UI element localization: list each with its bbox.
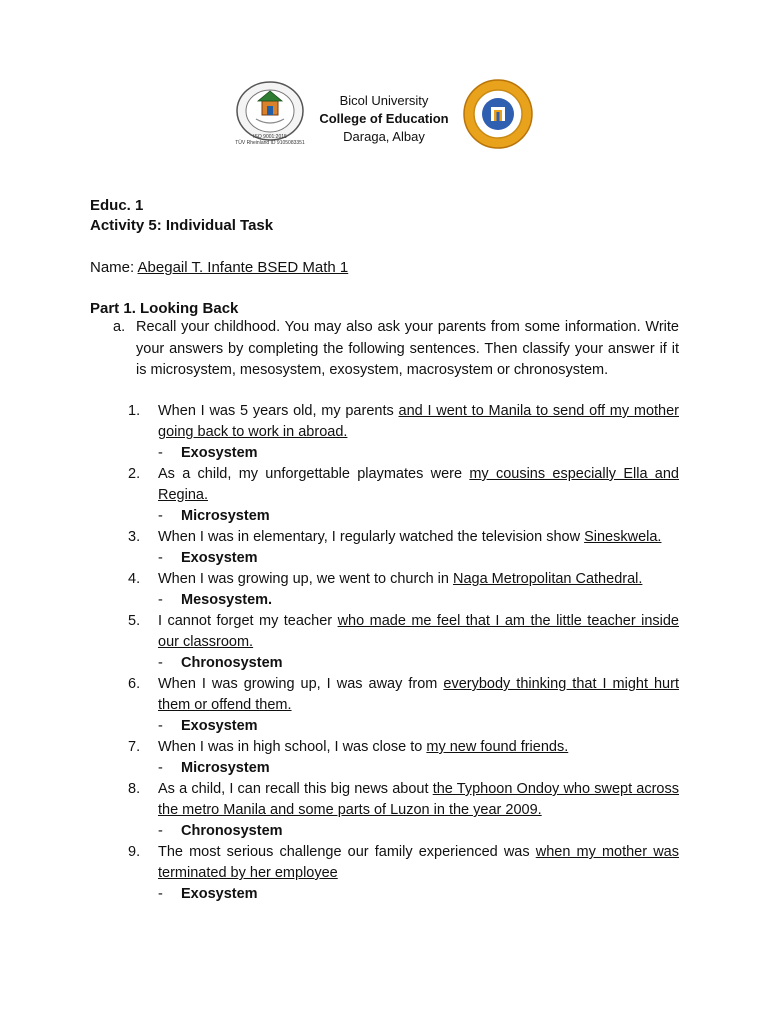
student-name-line bbox=[90, 258, 348, 278]
iso-line-2: TÜV Rheinland ID 9105083351 bbox=[235, 140, 305, 146]
item-dash: - bbox=[158, 508, 163, 524]
item-number: 1. bbox=[128, 403, 141, 419]
item-classification bbox=[158, 758, 679, 779]
item-sentence bbox=[158, 737, 679, 758]
list-item bbox=[128, 737, 679, 779]
college-of-education-seal-icon bbox=[462, 78, 534, 150]
item-dash: - bbox=[158, 823, 163, 839]
classification-label: Exosystem bbox=[181, 718, 258, 734]
item-dash: - bbox=[158, 886, 163, 902]
item-dash: - bbox=[158, 655, 163, 671]
item-classification bbox=[158, 716, 679, 737]
letterhead bbox=[0, 76, 768, 166]
item-sentence bbox=[158, 569, 679, 590]
classification-label: Chronosystem bbox=[181, 655, 283, 671]
classification-label: Chronosystem bbox=[181, 823, 283, 839]
item-sentence bbox=[158, 842, 679, 884]
item-dash: - bbox=[158, 550, 163, 566]
instruction-marker: a. bbox=[113, 319, 126, 335]
item-prompt: As a child, I can recall this big news about bbox=[158, 781, 433, 797]
item-classification bbox=[158, 821, 679, 842]
classification-label: Exosystem bbox=[181, 886, 258, 902]
item-number: 8. bbox=[128, 781, 141, 797]
instruction-text: Recall your childhood. You may also ask your parents from some information. Write your answers by completing the following sentences. Then classify your answer if it is microsystem, mesosystem, exosystem, macrosystem or chronosystem. bbox=[136, 319, 679, 378]
item-dash: - bbox=[158, 445, 163, 461]
item-answer: Sineskwela. bbox=[584, 529, 662, 545]
activity-title: Activity 5: Individual Task bbox=[90, 217, 274, 234]
campus-location: Daraga, Albay bbox=[343, 129, 425, 144]
item-answer: who made me feel that I am the little teacher inside our classroom. bbox=[158, 613, 679, 650]
item-answer: Naga Metropolitan Cathedral. bbox=[452, 571, 643, 587]
classification-label: Exosystem bbox=[181, 445, 258, 461]
list-item bbox=[128, 611, 679, 674]
classification-label: Exosystem bbox=[181, 550, 258, 566]
item-answer: when my mother was terminated by her employee bbox=[158, 844, 679, 881]
item-number: 5. bbox=[128, 613, 141, 629]
item-number: 9. bbox=[128, 844, 141, 860]
instruction-paragraph bbox=[113, 317, 679, 382]
list-item bbox=[128, 674, 679, 737]
item-prompt: The most serious challenge our family experienced was bbox=[158, 844, 536, 860]
item-answer: and I went to Manila to send off my mother going back to work in abroad. bbox=[158, 403, 679, 440]
part-heading: Part 1. Looking Back bbox=[90, 300, 239, 317]
classification-label: Mesosystem. bbox=[181, 592, 273, 608]
item-prompt: When I was growing up, I was away from bbox=[158, 676, 444, 692]
college-name: College of Education bbox=[319, 111, 449, 126]
answer-list bbox=[128, 401, 679, 905]
item-sentence bbox=[158, 674, 679, 716]
item-number: 4. bbox=[128, 571, 141, 587]
classification-label: Microsystem bbox=[181, 508, 270, 524]
item-dash: - bbox=[158, 760, 163, 776]
item-sentence bbox=[158, 779, 679, 821]
item-classification bbox=[158, 884, 679, 905]
list-item bbox=[128, 527, 679, 569]
item-prompt: When I was in high school, I was close to bbox=[158, 739, 427, 755]
list-item bbox=[128, 401, 679, 464]
institution-block bbox=[312, 92, 456, 146]
item-number: 2. bbox=[128, 466, 141, 482]
list-item bbox=[128, 464, 679, 527]
item-sentence bbox=[158, 464, 679, 506]
item-answer: the Typhoon Ondoy who swept across the metro Manila and some parts of Luzon in the year 2009. bbox=[158, 781, 679, 818]
list-item bbox=[128, 842, 679, 905]
item-classification bbox=[158, 548, 679, 569]
item-classification bbox=[158, 443, 679, 464]
iso-line-1: ISO 9001:2015 bbox=[253, 134, 287, 140]
name-label: Name: bbox=[90, 259, 138, 276]
item-prompt: When I was in elementary, I regularly watched the television show bbox=[158, 529, 585, 545]
item-number: 7. bbox=[128, 739, 141, 755]
item-sentence bbox=[158, 401, 679, 443]
item-classification bbox=[158, 506, 679, 527]
name-value: Abegail T. Infante BSED Math 1 bbox=[137, 259, 349, 276]
item-dash: - bbox=[158, 592, 163, 608]
university-name: Bicol University bbox=[339, 93, 429, 108]
item-prompt: When I was 5 years old, my parents bbox=[158, 403, 399, 419]
item-prompt: When I was growing up, we went to church in bbox=[158, 571, 453, 587]
item-classification bbox=[158, 653, 679, 674]
item-number: 6. bbox=[128, 676, 141, 692]
item-sentence bbox=[158, 527, 679, 548]
item-answer: everybody thinking that I might hurt them or offend them. bbox=[158, 676, 679, 713]
item-answer: my new found friends. bbox=[426, 739, 569, 755]
item-prompt: As a child, my unforgettable playmates were bbox=[158, 466, 470, 482]
item-answer: my cousins especially Ella and Regina. bbox=[158, 466, 680, 503]
classification-label: Microsystem bbox=[181, 760, 270, 776]
course-title: Educ. 1 bbox=[90, 197, 144, 214]
list-item bbox=[128, 569, 679, 611]
list-item bbox=[128, 779, 679, 842]
item-classification bbox=[158, 590, 679, 611]
item-number: 3. bbox=[128, 529, 141, 545]
item-sentence bbox=[158, 611, 679, 653]
iso-certification bbox=[224, 134, 316, 146]
item-prompt: I cannot forget my teacher bbox=[158, 613, 338, 629]
item-dash: - bbox=[158, 718, 163, 734]
